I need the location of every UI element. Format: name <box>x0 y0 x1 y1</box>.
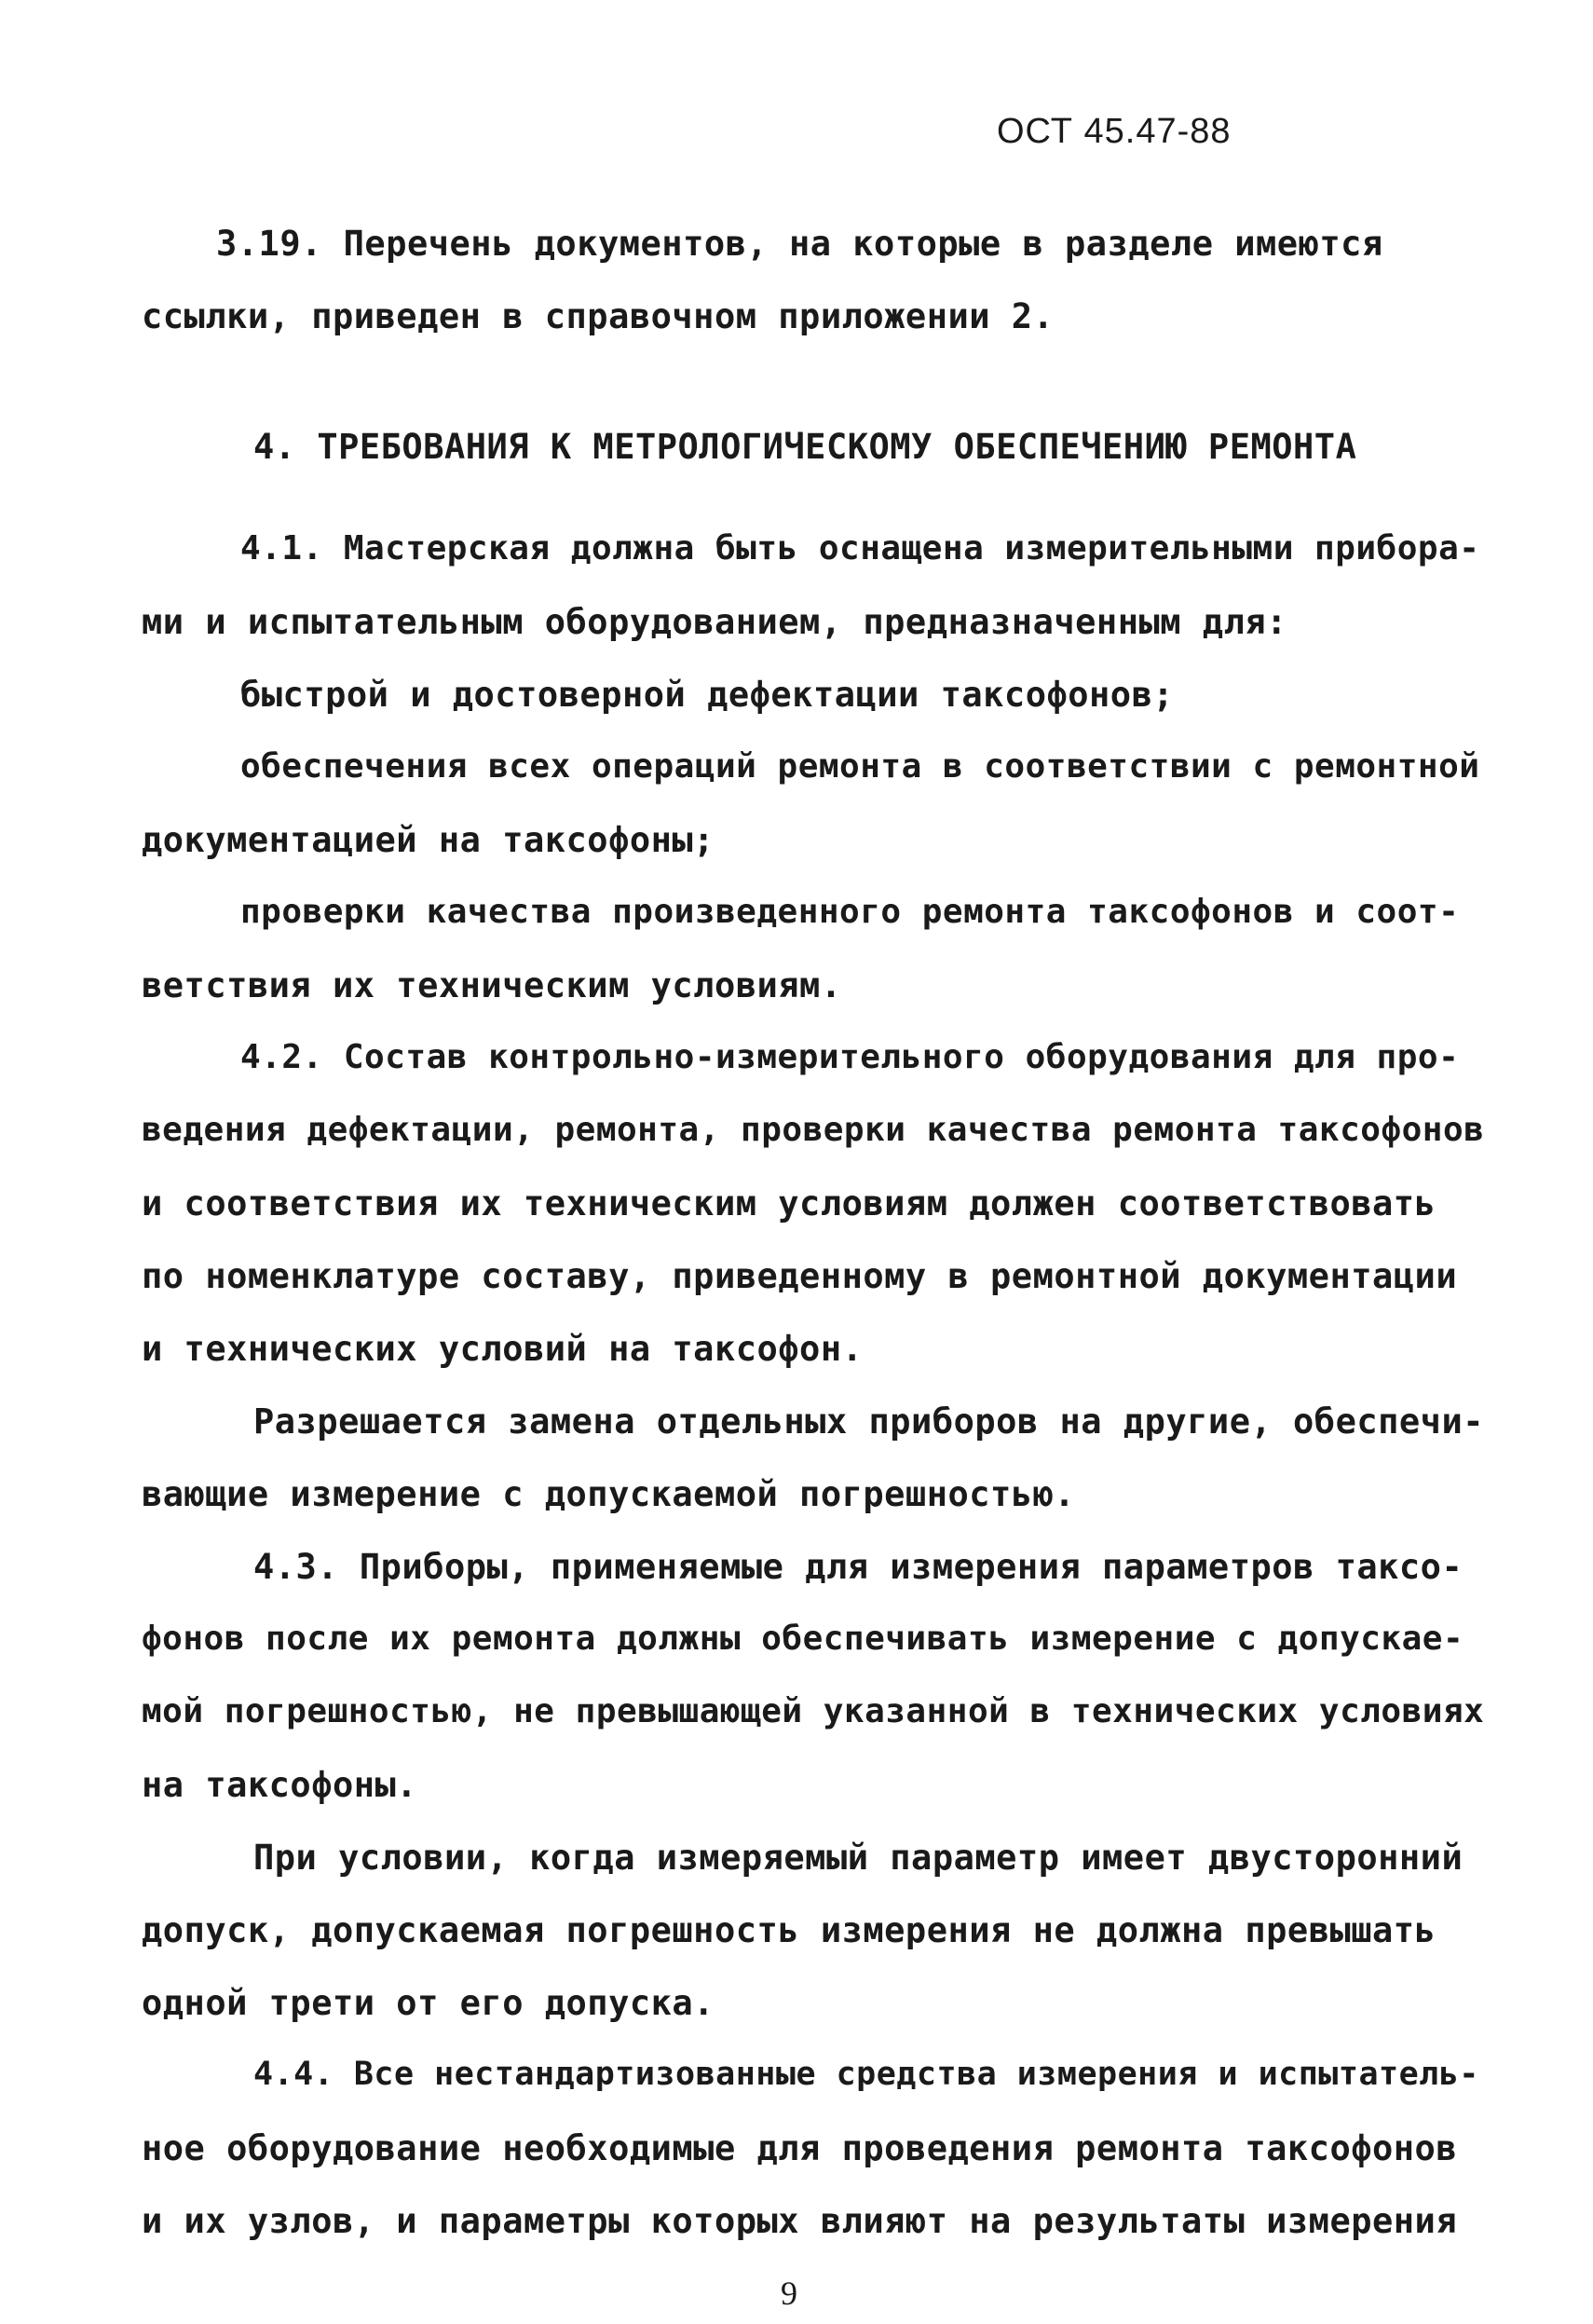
text-line: 3.19. Перечень документов, на которые в разделе имеются <box>216 224 1383 264</box>
text-line: и соответствия их техническим условиям должен соответствовать <box>142 1183 1436 1224</box>
text-line: по номенклатуре составу, приведенному в ремонтной документации <box>142 1256 1458 1296</box>
text-line: Разрешается замена отдельных приборов на другие, обеспечи- <box>253 1401 1485 1442</box>
section-heading: 4. ТРЕБОВАНИЯ К МЕТРОЛОГИЧЕСКОМУ ОБЕСПЕЧЕНИЮ РЕМОНТА <box>253 427 1357 467</box>
text-line: ми и испытательным оборудованием, предназначенным для: <box>142 602 1287 642</box>
text-line: одной трети от его допуска. <box>142 1983 715 2023</box>
text-line: ссылки, приведен в справочном приложении 2. <box>142 296 1055 336</box>
text-line: ное оборудование необходимые для проведения ремонта таксофонов <box>142 2128 1458 2168</box>
text-line: 4.1. Мастерская должна быть оснащена измерительными прибора- <box>240 529 1480 567</box>
page-number: 9 <box>781 2275 797 2312</box>
text-line: ведения дефектации, ремонта, проверки качества ремонта таксофонов <box>142 1111 1485 1149</box>
text-line: вающие измерение с допускаемой погрешностью. <box>142 1474 1076 1514</box>
text-line: проверки качества произведенного ремонта таксофонов и соот- <box>240 893 1460 931</box>
text-line: 4.2. Состав контрольно-измерительного оборудования для про- <box>240 1038 1460 1076</box>
document-code: ОСТ 45.47-88 <box>997 112 1232 151</box>
text-line: ветствия их техническим условиям. <box>142 965 842 1005</box>
text-line: допуск, допускаемая погрешность измерения не должна превышать <box>142 1910 1436 1950</box>
text-line: быстрой и достоверной дефектации таксофонов; <box>240 675 1175 715</box>
text-line: на таксофоны. <box>142 1765 418 1805</box>
text-line: мой погрешностью, не превышающей указанной в технических условиях <box>142 1692 1485 1730</box>
text-line: фонов после их ремонта должны обеспечивать измерение с допускае- <box>142 1620 1464 1658</box>
text-line: и технических условий на таксофон. <box>142 1329 864 1369</box>
text-line: обеспечения всех операций ремонта в соответствии с ремонтной <box>240 747 1480 786</box>
text-line: 4.4. Все нестандартизованные средства измерения и испытатель- <box>253 2056 1479 2093</box>
text-line: При условии, когда измеряемый параметр имеет двусторонний <box>253 1838 1464 1878</box>
text-line: документацией на таксофоны; <box>142 820 715 860</box>
text-line: и их узлов, и параметры которых влияют на результаты измерения <box>142 2201 1458 2241</box>
text-line: 4.3. Приборы, применяемые для измерения параметров таксо- <box>253 1547 1464 1587</box>
